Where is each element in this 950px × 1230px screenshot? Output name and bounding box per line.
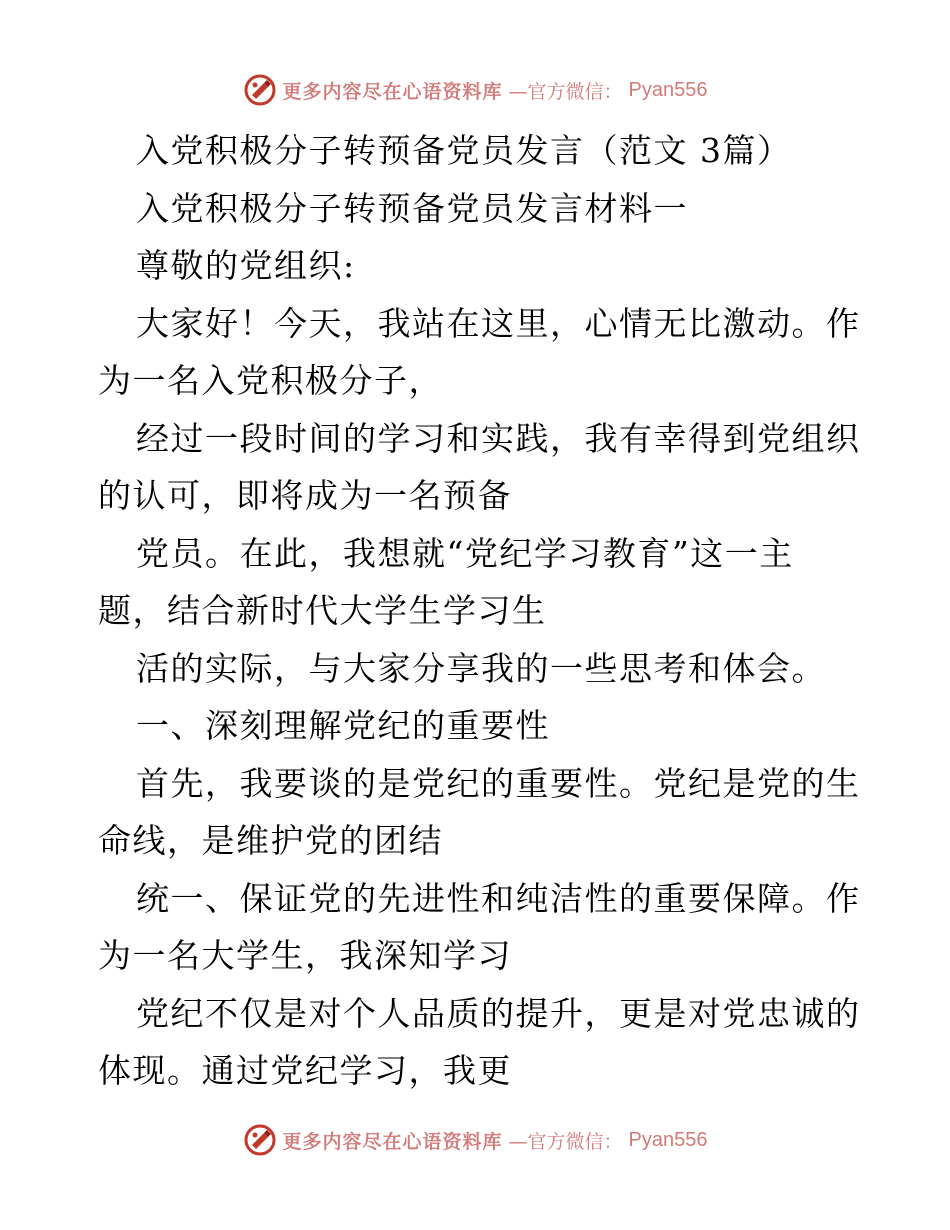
logo-icon bbox=[243, 73, 277, 107]
doc-title: 入党积极分子转预备党员发言（范文 3篇） bbox=[136, 131, 792, 170]
paragraph-line: 党纪不仅是对个人品质的提升，更是对党忠诚的 bbox=[136, 993, 861, 1033]
watermark-wechat-id: Pyan556 bbox=[628, 1128, 708, 1151]
paragraph-line: 经过一段时间的学习和实践，我有幸得到党组织 bbox=[136, 418, 861, 458]
paragraph-line: 命线，是维护党的团结 bbox=[98, 821, 443, 860]
paragraph-line: 为一名大学生，我深知学习 bbox=[98, 936, 512, 975]
watermark-official: —官方微信： bbox=[508, 1130, 623, 1153]
document-body bbox=[98, 122, 861, 1100]
subheading: 一、深刻理解党纪的重要性 bbox=[136, 706, 550, 745]
paragraph-line: 统一、保证党的先进性和纯洁性的重要保障。作 bbox=[136, 878, 861, 918]
paragraph-line: 体现。通过党纪学习，我更 bbox=[98, 1051, 512, 1090]
header-watermark bbox=[0, 70, 950, 110]
watermark-brand: 更多内容尽在心语资料库 bbox=[282, 1130, 503, 1153]
watermark-wechat-id: Pyan556 bbox=[628, 78, 708, 101]
logo-icon bbox=[243, 1123, 277, 1157]
paragraph-line: 为一名入党积极分子， bbox=[98, 361, 443, 400]
paragraph-line: 大家好！今天，我站在这里，心情无比激动。作 bbox=[136, 303, 861, 343]
paragraph-line: 活的实际，与大家分享我的一些思考和体会。 bbox=[136, 648, 826, 688]
footer-watermark bbox=[0, 1120, 950, 1160]
section-heading: 入党积极分子转预备党员发言材料一 bbox=[136, 188, 688, 228]
paragraph-line: 首先，我要谈的是党纪的重要性。党纪是党的生 bbox=[136, 763, 861, 803]
paragraph-line: 题，结合新时代大学生学习生 bbox=[98, 591, 547, 630]
paragraph-line: 党员。在此，我想就“党纪学习教育”这一主 bbox=[136, 533, 794, 573]
watermark-brand: 更多内容尽在心语资料库 bbox=[282, 80, 503, 103]
watermark-official: —官方微信： bbox=[508, 80, 623, 103]
salutation: 尊敬的党组织: bbox=[136, 246, 356, 285]
paragraph-line: 的认可，即将成为一名预备 bbox=[98, 476, 512, 515]
